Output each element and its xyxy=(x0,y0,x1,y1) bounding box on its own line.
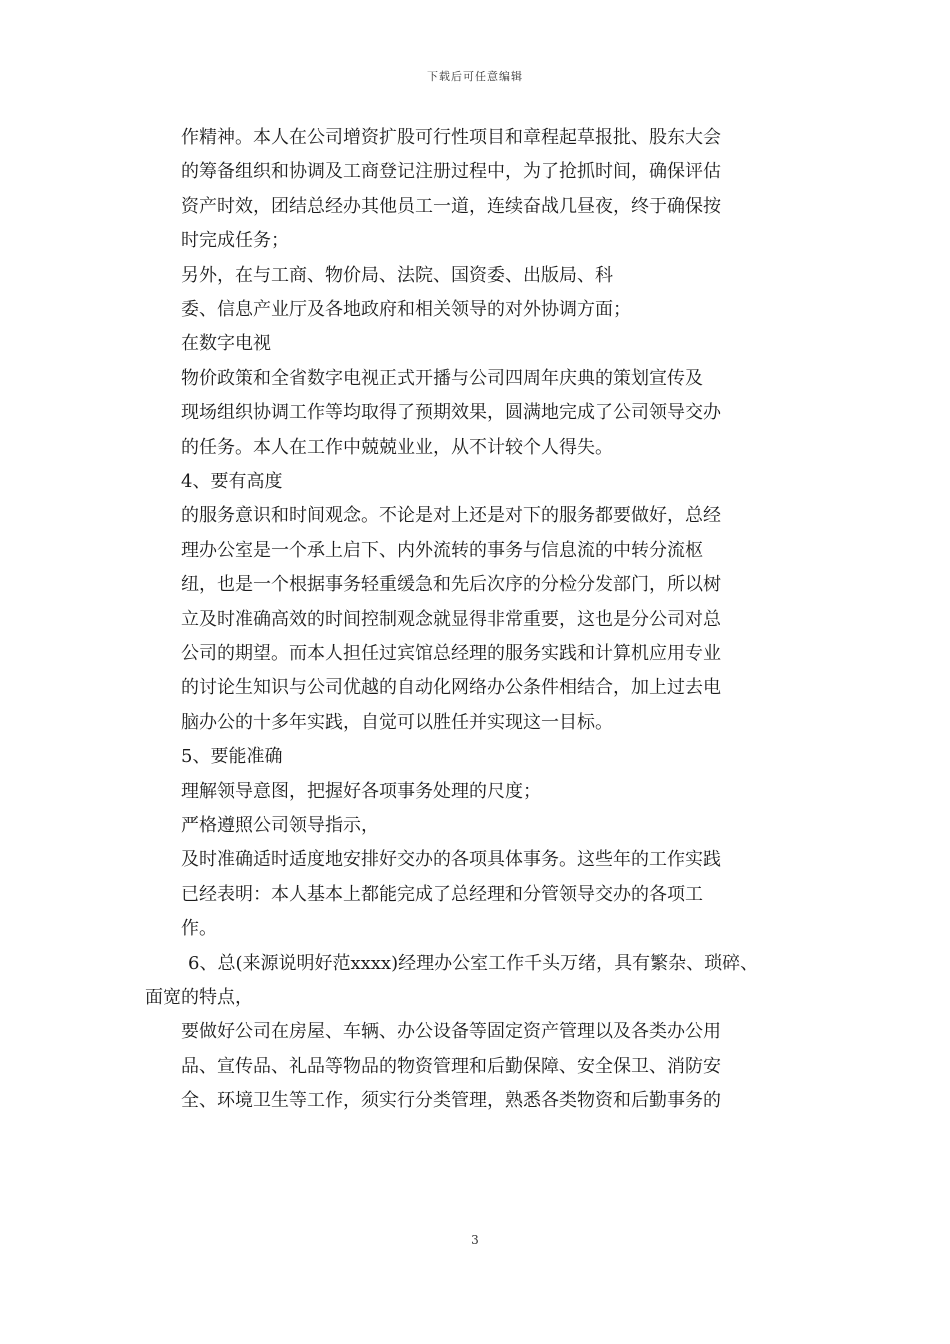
paragraph-line: 全、环境卫生等工作，须实行分类管理，熟悉各类物资和后勤事务的 xyxy=(181,1090,721,1112)
paragraph-line: 物价政策和全省数字电视正式开播与公司四周年庆典的策划宣传及 xyxy=(181,367,703,389)
paragraph-line: 理解领导意图，把握好各项事务处理的尺度； xyxy=(181,780,541,802)
paragraph-line: 严格遵照公司领导指示， xyxy=(181,815,379,836)
paragraph-line: 品、宣传品、礼品等物品的物资管理和后勤保障、安全保卫、消防安 xyxy=(181,1055,721,1077)
paragraph-line: 4、要有高度 xyxy=(181,471,283,492)
paragraph-line: 在数字电视 xyxy=(181,333,271,355)
paragraph-line: 的讨论生知识与公司优越的自动化网络办公条件相结合，加上过去电 xyxy=(181,677,721,699)
paragraph-line: 作精神。本人在公司增资扩股可行性项目和章程起草报批、股东大会 xyxy=(181,127,721,148)
paragraph-line: 委、信息产业厅及各地政府和相关领导的对外协调方面； xyxy=(181,299,631,320)
paragraph-line: 的服务意识和时间观念。不论是对上还是对下的服务都要做好，总经 xyxy=(181,505,721,527)
paragraph-line: 纽，也是一个根据事务轻重缓急和先后次序的分检分发部门，所以树 xyxy=(181,574,721,596)
paragraph-line: 的任务。本人在工作中兢兢业业，从不计较个人得失。 xyxy=(181,436,613,458)
paragraph-line: 要做好公司在房屋、车辆、办公设备等固定资产管理以及各类办公用 xyxy=(181,1021,721,1043)
paragraph-line: 脑办公的十多年实践，自觉可以胜任并实现这一目标。 xyxy=(181,711,613,733)
paragraph-line: 理办公室是一个承上启下、内外流转的事务与信息流的中转分流枢 xyxy=(181,539,703,561)
page-number: 3 xyxy=(471,1233,479,1247)
paragraph-line: 5、要能准确 xyxy=(181,746,283,768)
paragraph-line: 6、总(来源说明好范xxxx)经理办公室工作千头万绪，具有繁杂、琐碎、 xyxy=(188,952,759,974)
paragraph-line: 的筹备组织和协调及工商登记注册过程中，为了抢抓时间，确保评估 xyxy=(181,161,721,183)
paragraph-line: 及时准确适时适度地安排好交办的各项具体事务。这些年的工作实践 xyxy=(181,849,721,871)
paragraph-line: 公司的期望。而本人担任过宾馆总经理的服务实践和计算机应用专业 xyxy=(181,643,721,664)
paragraph-line: 立及时准确高效的时间控制观念就显得非常重要，这也是分公司对总 xyxy=(181,608,721,630)
paragraph-line: 已经表明：本人基本上都能完成了总经理和分管领导交办的各项工 xyxy=(181,883,703,905)
paragraph-line: 面宽的特点， xyxy=(145,987,253,1008)
paragraph-line: 作。 xyxy=(181,918,217,940)
paragraph-line: 时完成任务； xyxy=(181,230,289,252)
paragraph-line: 现场组织协调工作等均取得了预期效果，圆满地完成了公司领导交办 xyxy=(181,402,721,424)
page-header: 下载后可任意编辑 xyxy=(427,70,523,83)
paragraph-line: 资产时效，团结总经办其他员工一道，连续奋战几昼夜，终于确保按 xyxy=(181,195,721,217)
paragraph-line: 另外，在与工商、物价局、法院、国资委、出版局、科 xyxy=(181,264,613,286)
